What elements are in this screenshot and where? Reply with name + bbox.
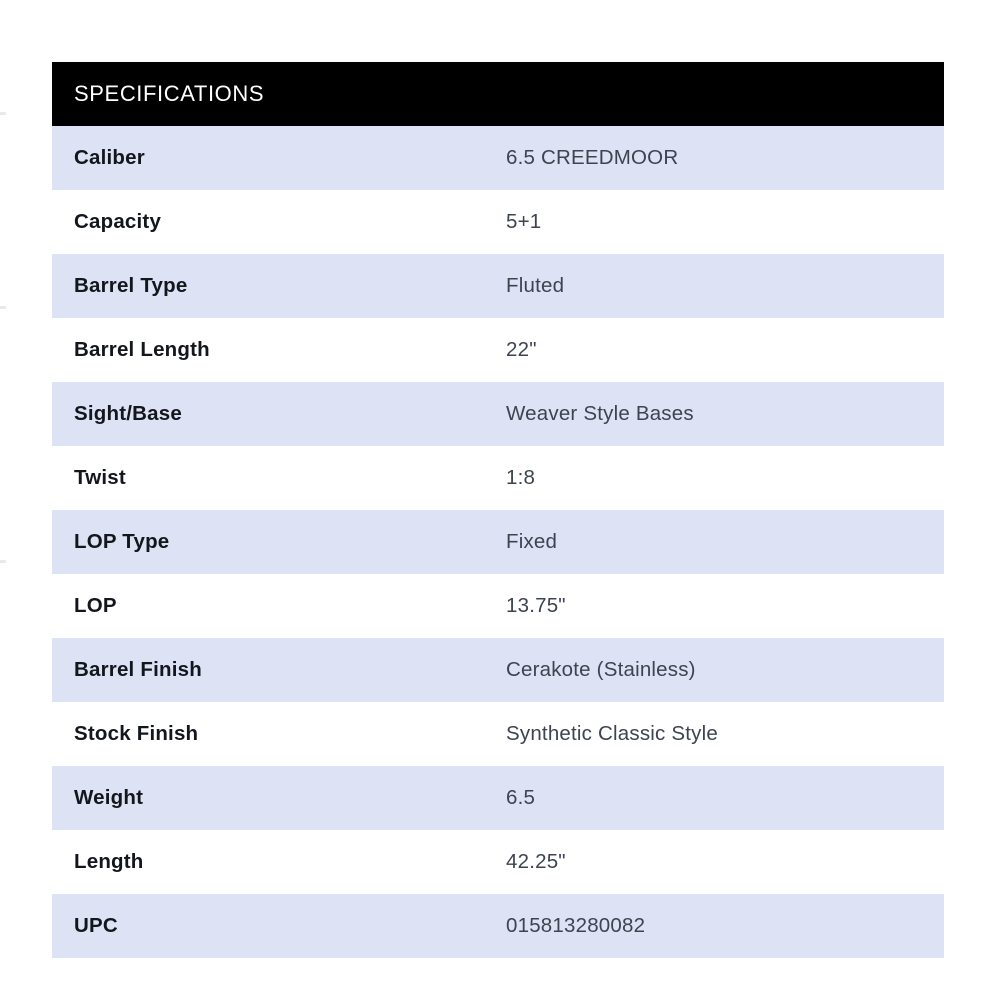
row-value: 42.25" (498, 830, 944, 894)
row-label: LOP (52, 574, 498, 638)
row-label: Sight/Base (52, 382, 498, 446)
row-value: 5+1 (498, 190, 944, 254)
table-row (52, 190, 944, 254)
row-value: Synthetic Classic Style (498, 702, 944, 766)
table-row (52, 830, 944, 894)
row-value: 015813280082 (498, 894, 944, 958)
row-value: 13.75" (498, 574, 944, 638)
table-row (52, 638, 944, 702)
page-edge-mark (0, 112, 6, 115)
table-row (52, 126, 944, 190)
table-row (52, 574, 944, 638)
row-label: Capacity (52, 190, 498, 254)
row-value: Cerakote (Stainless) (498, 638, 944, 702)
table-row (52, 382, 944, 446)
row-value: 22" (498, 318, 944, 382)
page-edge-mark (0, 560, 6, 563)
row-label: Barrel Finish (52, 638, 498, 702)
row-value: 6.5 CREEDMOOR (498, 126, 944, 190)
page-edge-mark (0, 306, 6, 309)
table-row (52, 894, 944, 958)
table-row (52, 766, 944, 830)
table-header-title: SPECIFICATIONS (52, 62, 944, 126)
row-label: Stock Finish (52, 702, 498, 766)
row-label: Length (52, 830, 498, 894)
row-value: Weaver Style Bases (498, 382, 944, 446)
row-label: Caliber (52, 126, 498, 190)
row-label: Barrel Type (52, 254, 498, 318)
table-header-row (52, 62, 944, 126)
row-label: Weight (52, 766, 498, 830)
table-row (52, 318, 944, 382)
table-bottom-nub (52, 930, 64, 939)
table-row (52, 446, 944, 510)
specifications-table (52, 62, 944, 958)
row-value: 6.5 (498, 766, 944, 830)
row-value: 1:8 (498, 446, 944, 510)
table-row (52, 510, 944, 574)
row-value: Fixed (498, 510, 944, 574)
row-label: Twist (52, 446, 498, 510)
table-row (52, 254, 944, 318)
row-label: LOP Type (52, 510, 498, 574)
table-row (52, 702, 944, 766)
row-label: Barrel Length (52, 318, 498, 382)
row-label: UPC (52, 894, 498, 958)
row-value: Fluted (498, 254, 944, 318)
